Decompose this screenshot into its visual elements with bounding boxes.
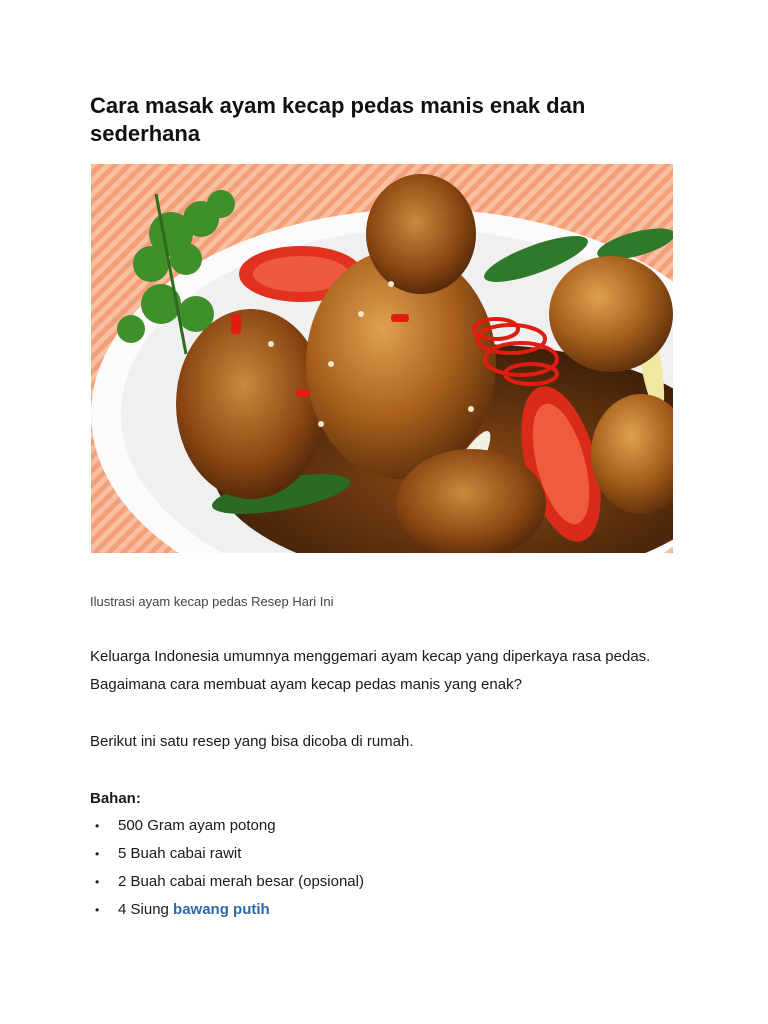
ingredient-text: 2 Buah cabai merah besar (opsional) <box>118 873 364 890</box>
bawang-putih-link[interactable]: bawang putih <box>173 901 270 918</box>
bullet-icon: • <box>95 875 100 889</box>
article-hero-image <box>91 164 673 553</box>
ingredient-text: 5 Buah cabai rawit <box>118 845 242 862</box>
list-item <box>90 868 690 896</box>
list-item <box>90 840 690 868</box>
bullet-icon: • <box>95 903 100 917</box>
ingredient-text: 500 Gram ayam potong <box>118 817 276 834</box>
ingredients-heading: Bahan: <box>90 790 141 807</box>
food-photo-icon <box>91 164 673 553</box>
recipe-intro-paragraph: Berikut ini satu resep yang bisa dicoba di rumah. <box>90 733 414 750</box>
article-title: Cara masak ayam kecap pedas manis enak dan sederhana <box>90 93 586 146</box>
list-item <box>90 812 690 840</box>
bullet-icon: • <box>95 819 100 833</box>
bullet-icon: • <box>95 847 100 861</box>
intro-paragraph: Keluarga Indonesia umumnya menggemari ayam kecap yang diperkaya rasa pedas. Bagaimana cara membuat ayam kecap pedas manis yang enak? <box>90 648 651 693</box>
list-item <box>90 896 690 924</box>
image-caption: Ilustrasi ayam kecap pedas Resep Hari Ini <box>90 594 334 609</box>
ingredient-text: 4 Siung <box>118 901 174 918</box>
ingredients-list <box>90 812 690 924</box>
